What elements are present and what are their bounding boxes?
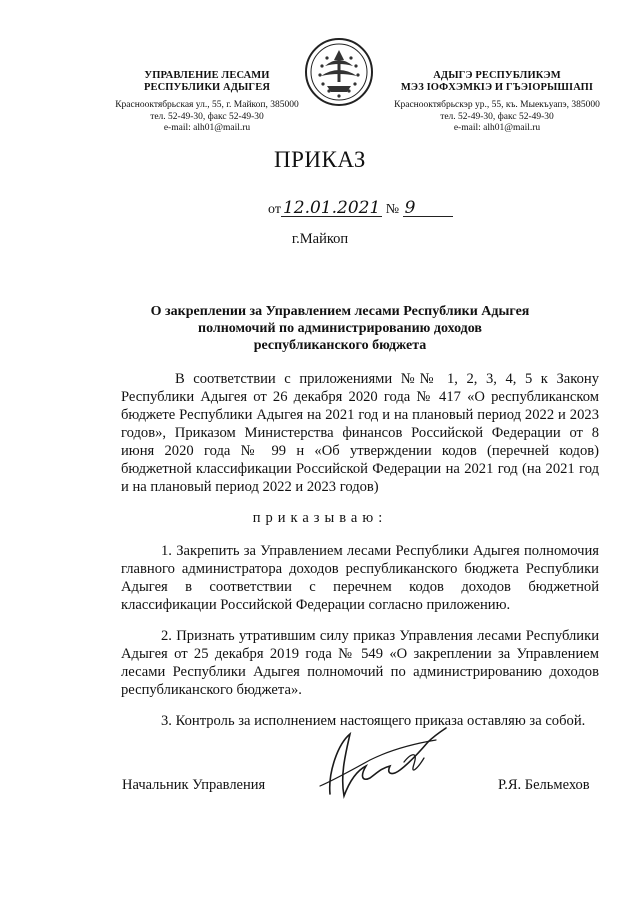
- date-prefix: от: [268, 202, 281, 217]
- handwritten-signature: [300, 722, 450, 806]
- number-value: 9: [403, 200, 453, 217]
- signer-title: Начальник Управления: [122, 777, 266, 793]
- org-address-ru: Краснооктябрьская ул., 55, г. Майкоп, 385000: [115, 100, 299, 110]
- subject-line-3: республиканского бюджета: [253, 338, 427, 353]
- org-email-ady: e-mail: alh01@mail.ru: [453, 123, 541, 133]
- number-prefix: №: [385, 202, 400, 217]
- header-right-block: [372, 70, 622, 135]
- org-contacts-ru: [82, 100, 332, 135]
- order-item-3: 3. Контроль за исполнением настоящего приказа оставляю за собой.: [161, 713, 586, 729]
- signer-name: Р.Я. Бельмехов: [498, 777, 590, 793]
- org-name-ru-line2: РЕСПУБЛИКИ АДЫГЕЯ: [143, 82, 271, 93]
- document-title: ПРИКАЗ: [274, 147, 366, 172]
- org-phone-ru: тел. 52-49-30, факс 52-49-30: [150, 111, 264, 122]
- org-name-ady-line2: МЭЗ IОФХЭМКIЭ И ГЪЭIОРЫШIАПI: [400, 82, 594, 93]
- preamble-paragraph: В соответствии с приложениями №№ 1, 2, 3, 4, 5 к Закону Республики Адыгея от 26 декабря 2020 года № 417 «О республиканском бюджете Республики Адыгея на 2021 год и на плановый период 2022 и 2023 годов», Приказом Министерства финансов Российской Федерации от 8 июня 2020 года № 99 н «Об утверждении кодов (перечней кодов) бюджетной классификации Российской Федерации на 2021 год (на 2021 год и на плановый период 2022 и 2023 годов): [121, 371, 599, 495]
- header-left-block: [82, 70, 332, 135]
- coat-of-arms-emblem: [303, 36, 375, 108]
- org-name-ru-line1: УПРАВЛЕНИЕ ЛЕСАМИ: [144, 70, 270, 81]
- order-item-1: 1. Закрепить за Управлением лесами Республики Адыгея полномочия главного администратора доходов республиканского бюджета Республики Адыгея в соответствии с перечнем кодов доходов бюджетной классификации Российской Федерации согласно приложению.: [121, 543, 599, 613]
- org-address-ady: Краснооктябрьскэр ур., 55, къ. Мыекъуапэ, 385000: [394, 100, 600, 110]
- org-phone-ady: тел. 52-49-30, факс 52-49-30: [440, 111, 554, 122]
- order-item-2: 2. Признать утратившим силу приказ Управления лесами Республики Адыгея от 25 декабря 2019 года № 549 «О закреплении за Управлением лесами Республики Адыгея полномочий по администрированию доходов республиканского бюджета».: [121, 628, 599, 698]
- org-email-ru: e-mail: alh01@mail.ru: [163, 123, 251, 133]
- subject-line-1: О закреплении за Управлением лесами Республики Адыгея: [150, 304, 530, 319]
- city: г.Майкоп: [291, 231, 349, 247]
- date-value: 12.01.2021: [282, 198, 381, 218]
- orders-heading: приказываю:: [252, 510, 388, 526]
- org-name-ady-line1: АДЫГЭ РЕСПУБЛИКЭМ: [433, 70, 561, 81]
- document-subject: [130, 303, 550, 354]
- org-contacts-ady: [372, 100, 622, 135]
- subject-line-2: полномочий по администрированию доходов: [198, 321, 482, 336]
- date-number-line: [268, 200, 453, 218]
